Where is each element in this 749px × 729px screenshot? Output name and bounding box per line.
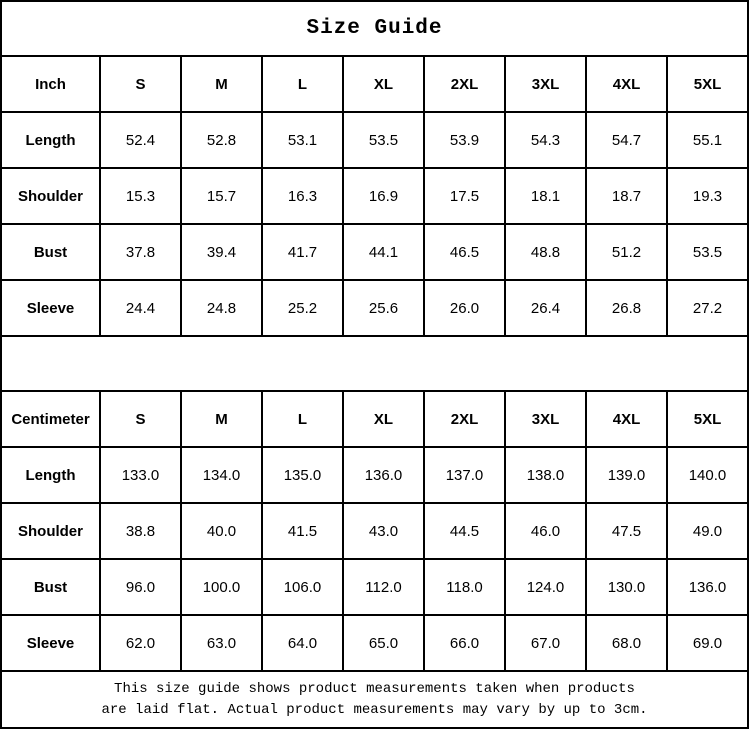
row-label: Bust — [2, 560, 101, 614]
value-cell: 38.8 — [101, 504, 182, 558]
value-cell: 53.5 — [692, 243, 723, 261]
value-cell: 41.5 — [263, 504, 344, 558]
value-cell: 16.9 — [344, 169, 425, 223]
size-header-cell: 4XL — [587, 57, 668, 111]
size-header-cell: XL — [344, 392, 425, 446]
value-cell: 26.8 — [587, 281, 668, 335]
value-cell: 25.6 — [344, 281, 425, 335]
value-cell: 100.0 — [182, 560, 263, 614]
value-cell: 62.0 — [101, 616, 182, 670]
value-cell: 48.8 — [506, 225, 587, 279]
size-header-cell: 2XL — [425, 392, 506, 446]
value-cell: 16.3 — [263, 169, 344, 223]
size-header-cell: S — [101, 57, 182, 111]
value-cell: 47.5 — [587, 504, 668, 558]
value-cell: 18.1 — [506, 169, 587, 223]
value-cell: 53.9 — [425, 113, 506, 167]
value-cell: 136.0 — [344, 448, 425, 502]
value-cell: 63.0 — [182, 616, 263, 670]
value-cell: 18.7 — [587, 169, 668, 223]
row-label: Shoulder — [2, 504, 101, 558]
value-cell: 134.0 — [182, 448, 263, 502]
value-cell: 54.3 — [506, 113, 587, 167]
size-header-cell: M — [182, 392, 263, 446]
table-header-row — [2, 392, 747, 448]
value-cell: 49.0 — [692, 522, 723, 540]
value-cell: 53.1 — [263, 113, 344, 167]
value-cell: 130.0 — [587, 560, 668, 614]
value-cell: 139.0 — [587, 448, 668, 502]
table-row-bust — [2, 225, 747, 281]
value-cell: 44.1 — [344, 225, 425, 279]
size-header-cell: L — [263, 57, 344, 111]
row-label: Sleeve — [2, 281, 101, 335]
value-cell: 17.5 — [425, 169, 506, 223]
value-cell: 51.2 — [587, 225, 668, 279]
unit-header-cell: Centimeter — [2, 392, 101, 446]
value-cell: 46.5 — [425, 225, 506, 279]
value-cell: 118.0 — [425, 560, 506, 614]
row-label: Sleeve — [2, 616, 101, 670]
footer-note-line2: are laid flat. Actual product measurements may vary by up to 3cm. — [101, 701, 648, 718]
value-cell: 54.7 — [587, 113, 668, 167]
spacer-row — [2, 337, 747, 392]
value-cell: 37.8 — [101, 225, 182, 279]
value-cell: 64.0 — [263, 616, 344, 670]
size-header-cell: S — [101, 392, 182, 446]
value-cell: 40.0 — [182, 504, 263, 558]
footer-note-line1: This size guide shows product measurements taken when products — [114, 680, 635, 697]
value-cell: 41.7 — [263, 225, 344, 279]
footer-note — [2, 672, 747, 727]
row-label: Bust — [2, 225, 101, 279]
size-header-cell: 5XL — [693, 75, 722, 93]
value-cell: 106.0 — [263, 560, 344, 614]
row-label: Length — [2, 113, 101, 167]
value-cell: 53.5 — [344, 113, 425, 167]
value-cell: 67.0 — [506, 616, 587, 670]
table-header-row — [2, 57, 747, 113]
value-cell: 39.4 — [182, 225, 263, 279]
value-cell: 55.1 — [692, 131, 723, 149]
size-header-cell: M — [182, 57, 263, 111]
value-cell: 19.3 — [692, 187, 723, 205]
value-cell: 25.2 — [263, 281, 344, 335]
table-centimeter — [2, 392, 747, 672]
value-cell: 112.0 — [344, 560, 425, 614]
value-cell: 26.0 — [425, 281, 506, 335]
value-cell: 24.4 — [101, 281, 182, 335]
size-header-cell: L — [263, 392, 344, 446]
value-cell: 43.0 — [344, 504, 425, 558]
table-row-bust — [2, 560, 747, 616]
row-label: Shoulder — [2, 169, 101, 223]
value-cell: 136.0 — [688, 578, 727, 596]
size-header-cell: 4XL — [587, 392, 668, 446]
value-cell: 133.0 — [101, 448, 182, 502]
value-cell: 46.0 — [506, 504, 587, 558]
value-cell: 140.0 — [688, 466, 727, 484]
value-cell: 137.0 — [425, 448, 506, 502]
table-row-length — [2, 448, 747, 504]
size-header-cell: 3XL — [506, 57, 587, 111]
value-cell: 52.8 — [182, 113, 263, 167]
value-cell: 138.0 — [506, 448, 587, 502]
value-cell: 24.8 — [182, 281, 263, 335]
table-row-sleeve — [2, 616, 747, 672]
value-cell: 124.0 — [506, 560, 587, 614]
size-header-cell: 5XL — [693, 410, 722, 428]
table-row-shoulder — [2, 169, 747, 225]
value-cell: 69.0 — [692, 634, 723, 652]
size-header-cell: XL — [344, 57, 425, 111]
value-cell: 27.2 — [692, 299, 723, 317]
value-cell: 15.7 — [182, 169, 263, 223]
value-cell: 44.5 — [425, 504, 506, 558]
size-header-cell: 3XL — [506, 392, 587, 446]
value-cell: 135.0 — [263, 448, 344, 502]
table-row-shoulder — [2, 504, 747, 560]
unit-header-cell: Inch — [2, 57, 101, 111]
size-header-cell: 2XL — [425, 57, 506, 111]
value-cell: 66.0 — [425, 616, 506, 670]
value-cell: 68.0 — [587, 616, 668, 670]
value-cell: 65.0 — [344, 616, 425, 670]
value-cell: 26.4 — [506, 281, 587, 335]
page-title: Size Guide — [2, 2, 747, 57]
table-row-length — [2, 113, 747, 169]
value-cell: 52.4 — [101, 113, 182, 167]
row-label: Length — [2, 448, 101, 502]
table-inch — [2, 57, 747, 337]
table-row-sleeve — [2, 281, 747, 337]
value-cell: 15.3 — [101, 169, 182, 223]
value-cell: 96.0 — [101, 560, 182, 614]
